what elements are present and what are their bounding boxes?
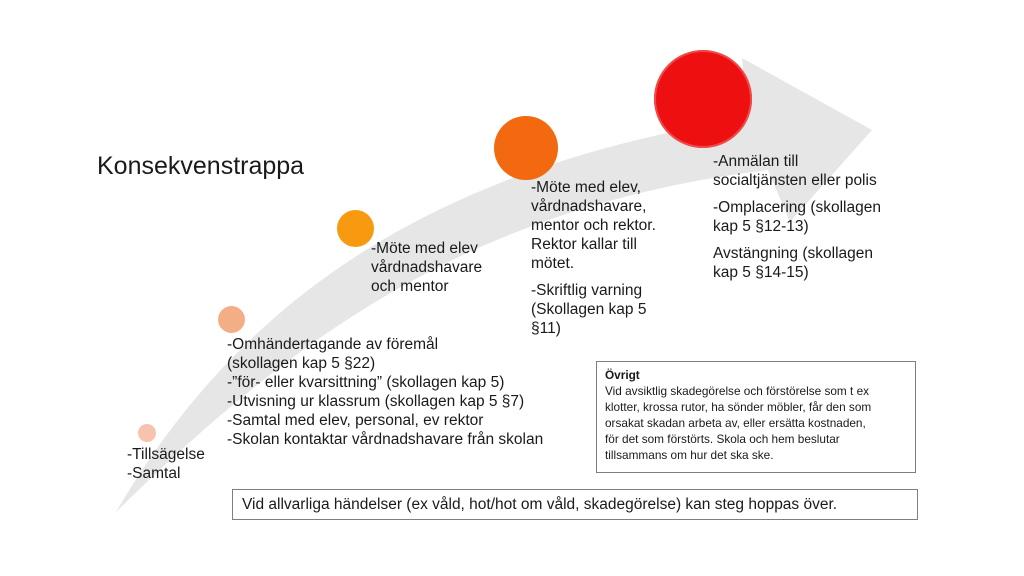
ovrigt-line: för det som förstörts. Skola och hem beslutar (605, 432, 840, 446)
ovrigt-box (596, 361, 916, 473)
step-2-line: -Omhändertagande av föremål (227, 336, 439, 353)
step-2-line: -Skolan kontaktar vårdnadshavare från skolan (227, 431, 544, 448)
step-5-line: -Omplacering (skollagen (713, 199, 881, 216)
step-5-line: Avstängning (skollagen (713, 245, 873, 262)
step-3-line: vårdnadshavare (371, 259, 483, 276)
step-4-line: vårdnadshavare, (531, 198, 647, 215)
step-3-line: -Möte med elev (371, 240, 478, 257)
step-3-marker (337, 210, 374, 247)
step-3-text (371, 239, 482, 296)
step-1-marker (138, 424, 156, 442)
step-2-line: -Samtal med elev, personal, ev rektor (227, 412, 484, 429)
step-4-marker (494, 116, 558, 180)
step-5-line: kap 5 §12-13) (713, 218, 809, 235)
step-1-line: -Samtal (127, 465, 181, 482)
step-2-line: -Utvisning ur klassrum (skollagen kap 5 §7) (227, 393, 525, 410)
page-title: Konsekvenstrappa (97, 152, 305, 180)
step-1-line: -Tillsägelse (127, 446, 205, 463)
step-4-line: (Skollagen kap 5 (531, 301, 647, 318)
step-1-text (127, 445, 205, 483)
step-4-line: §11) (531, 320, 561, 337)
ovrigt-line: orsakat skadan arbeta av, eller ersätta kostnaden, (605, 416, 866, 430)
step-2-marker (218, 306, 245, 333)
skip-steps-note: Vid allvarliga händelser (ex våld, hot/hot om våld, skadegörelse) kan steg hoppas över. (232, 489, 918, 520)
step-5-text (713, 152, 881, 282)
ovrigt-line: klotter, krossa rutor, ha sönder möbler, får den som (605, 400, 872, 414)
step-5-line: -Anmälan till (713, 153, 799, 170)
step-2-line: -”för- eller kvarsittning” (skollagen kap 5) (227, 374, 505, 391)
step-2-line: (skollagen kap 5 §22) (227, 355, 376, 372)
step-4-line: mötet. (531, 255, 575, 272)
ovrigt-line: tillsammans om hur det ska ske. (605, 448, 774, 462)
ovrigt-line: Vid avsiktlig skadegörelse och förstörelse som t ex (605, 384, 870, 398)
step-5-marker (654, 50, 752, 148)
step-5-line: kap 5 §14-15) (713, 264, 809, 281)
step-2-text (227, 335, 543, 449)
step-4-line: -Skriftlig varning (531, 282, 643, 299)
ovrigt-heading: Övrigt (605, 368, 640, 382)
step-4-text (531, 178, 656, 338)
step-4-line: Rektor kallar till (531, 236, 637, 253)
step-4-line: mentor och rektor. (531, 217, 656, 234)
step-3-line: och mentor (371, 278, 449, 295)
step-5-line: socialtjänsten eller polis (713, 172, 877, 189)
step-4-line: -Möte med elev, (531, 179, 641, 196)
